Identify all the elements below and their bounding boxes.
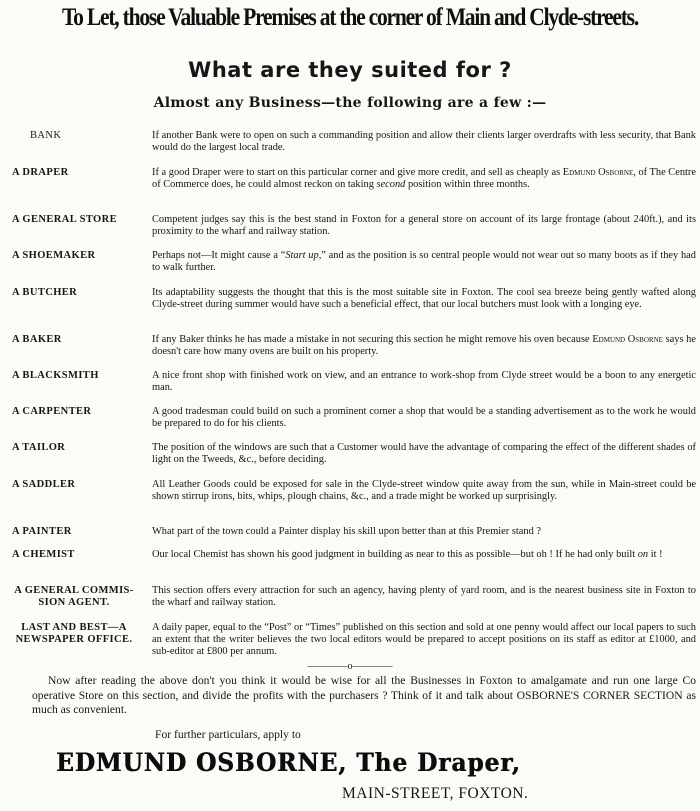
entry-label: A GENERAL COMMIS- SION AGENT. (14, 585, 134, 608)
entry-label: A BUTCHER (12, 287, 78, 298)
entry-label: A DRAPER (12, 167, 69, 178)
entry-text: Competent judges say this is the best stand in Foxton for a general store on account of its large frontage (about 240ft.), and its proximity to the wharf and railway station. (152, 214, 696, 238)
entry-text: Its adaptability suggests the thought that this is the most suitable site in Foxton. The cool sea breeze being gently wafted along Clyde-street during summer would have such a beneficial effect, that our local butchers must look with a longing eye. (152, 287, 696, 311)
entry-label: LAST AND BEST—A NEWSPAPER OFFICE. (15, 622, 133, 645)
entry-text: What part of the town could a Painter display his skill upon better than at this Premier stand ? (152, 526, 541, 537)
entry-text: Our local Chemist has shown his good judgment in building as near to this as possible—but oh ! If he had only built on it ! (152, 549, 663, 560)
entry-text: If a good Draper were to start on this particular corner and give more credit, and sell as cheaply as Edmund Osborne, of The Centre of Commerce does, he could almost reckon on taking second position within three months. (152, 167, 697, 191)
entry-text: The position of the windows are such that a Customer would have the advantage of comparing the effect of the different shades of light on the Tweeds, &c., before deciding. (152, 442, 696, 466)
entry-text: If another Bank were to open on such a commanding position and allow their clients larger overdrafts with less security, that Bank would do the largest local trade. (152, 130, 696, 154)
advertiser-address: MAIN-STREET, FOXTON. (342, 785, 529, 802)
apply-line: For further particulars, apply to (155, 728, 301, 741)
entry-label: A BLACKSMITH (12, 370, 99, 381)
advertiser-signature: EDMUND OSBORNE, The Draper, (56, 748, 521, 777)
closing-paragraph: Now after reading the above don't you think it would be wise for all the Businesses in Foxton to amalgamate and run one large Co operative Store on this section, and divide the profits with the purchasers ? Think of it and talk about OSBORNE'S CORNER SECTION as much as convenient. (32, 674, 696, 716)
section-divider: ————o———— (307, 661, 393, 672)
subheadline: What are they suited for ? (188, 58, 512, 82)
entry-label: A PAINTER (12, 526, 72, 537)
entry-label: A SHOEMAKER (12, 250, 96, 261)
entry-text: A daily paper, equal to the “Post” or “Times” published on this section and sold at one penny would affect our local papers to such an extent that the writer believes the two local editors would be prepared to accept positions on its staff as editor at £1000, and sub-editor at £800 per annum. (152, 622, 696, 658)
entry-label: BANK (30, 130, 62, 141)
entry-label: A GENERAL STORE (12, 214, 118, 225)
entry-text: A nice front shop with finished work on view, and an entrance to work-shop from Clyde street would be a boon to any energetic man. (152, 370, 696, 394)
entry-label: A CHEMIST (12, 549, 75, 560)
entry-label: A CARPENTER (12, 406, 92, 417)
entry-label: A SADDLER (12, 479, 76, 490)
entry-text: All Leather Goods could be exposed for sale in the Clyde-street window quite away from the sun, while in Main-street could be shown stirrup irons, bits, whips, plough chains, &c., and a trade might be worked up surprisingly. (152, 479, 696, 503)
entry-text: If any Baker thinks he has made a mistake in not securing this section he might remove his oven because Edmund Osborne says he doesn't care how many ovens are built on his property. (152, 334, 696, 358)
entry-label: A BAKER (12, 334, 62, 345)
intro-line: Almost any Business—the following are a few :— (153, 95, 547, 111)
entry-text: Perhaps not—It might cause a “Start up,” and as the position is so central people would not wear out so many boots as if they had to walk further. (152, 250, 696, 274)
entry-label: A TAILOR (12, 442, 66, 453)
entry-text: This section offers every attraction for such an agency, having plenty of yard room, and is the nearest business site in Foxton to the wharf and railway station. (152, 585, 696, 609)
entry-text: A good tradesman could build on such a prominent corner a shop that would be a standing advertisement as to the work he would be prepared to do for his clients. (152, 406, 696, 430)
headline: To Let, those Valuable Premises at the corner of Main and Clyde-streets. (61, 4, 638, 31)
